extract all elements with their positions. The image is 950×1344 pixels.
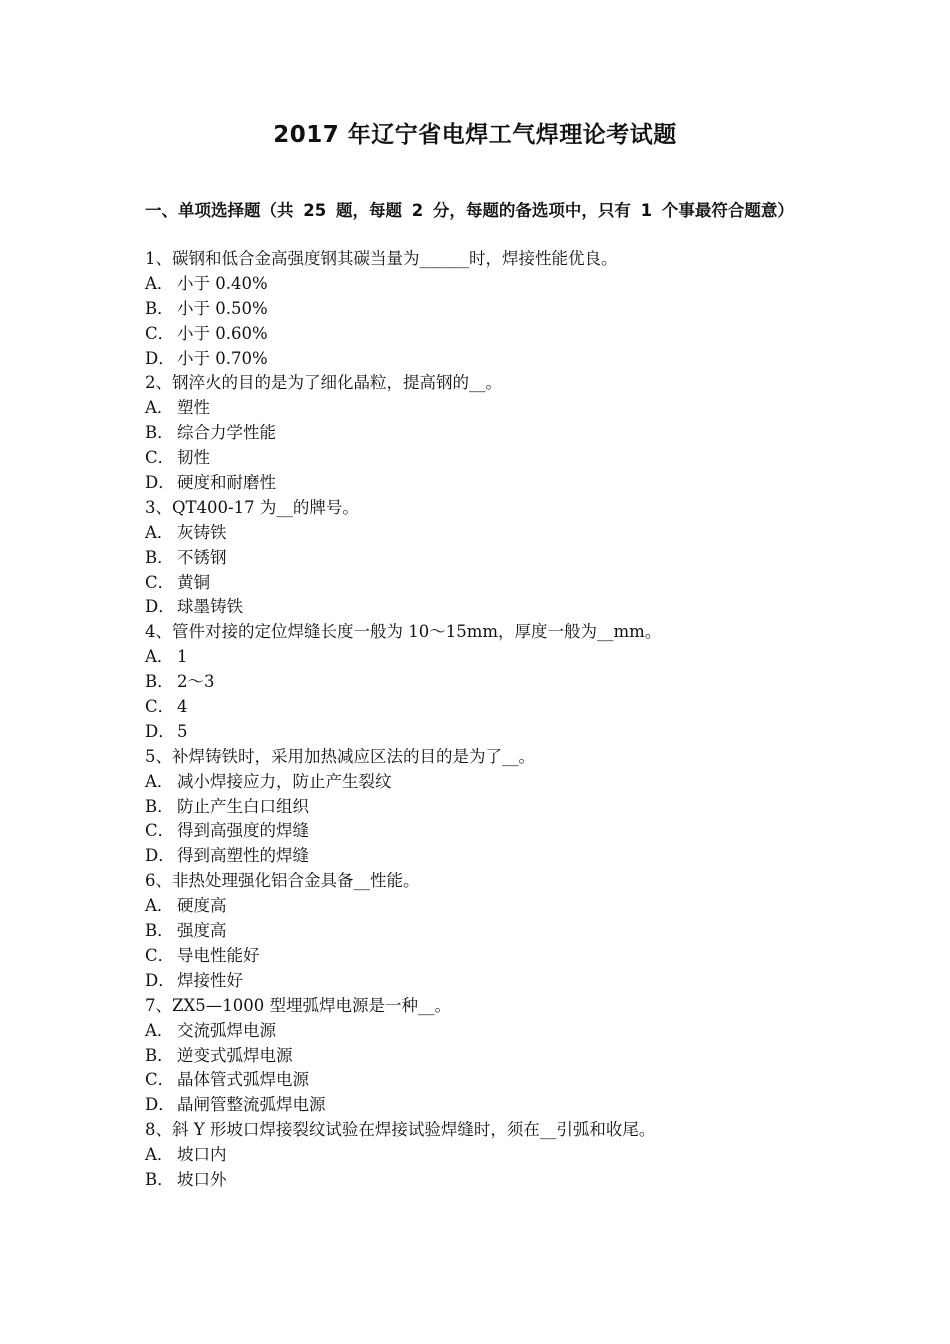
answer-option [145,819,825,844]
option-letter: A． [145,273,174,293]
answer-option [145,322,825,347]
answer-option [145,1044,825,1069]
answer-option [145,720,825,745]
option-text: 防止产生白口组织 [177,796,309,816]
answer-option [145,969,825,994]
option-letter: A． [145,647,174,667]
question-stem: 5、补焊铸铁时，采用加热减应区法的目的是为了__。 [145,746,535,766]
option-text: 焊接性好 [177,970,243,990]
answer-option [145,297,825,322]
option-text: 球墨铸铁 [177,597,243,617]
option-letter: D． [145,721,175,741]
question-item [145,869,825,993]
option-letter: A． [145,522,174,542]
answer-option [145,894,825,919]
option-text: 5 [177,721,188,741]
option-text: 逆变式弧焊电源 [177,1045,293,1065]
option-text: 晶闸管整流弧焊电源 [177,1095,326,1115]
option-text: 交流弧焊电源 [177,1020,276,1040]
page-title: 2017 年辽宁省电焊工气焊理论考试题 [273,122,677,148]
option-text: 韧性 [177,448,210,468]
option-letter: D． [145,597,175,617]
option-letter: D． [145,348,175,368]
answer-option [145,645,825,670]
answer-option [145,396,825,421]
question-stem: 3、QT400-17 为__的牌号。 [145,497,359,517]
option-text: 灰铸铁 [177,522,227,542]
answer-option [145,272,825,297]
option-text: 强度高 [177,921,227,941]
option-letter: A． [145,1145,174,1165]
answer-option [145,571,825,596]
option-letter: C． [145,1070,175,1090]
option-text: 塑性 [177,398,210,418]
answer-option [145,546,825,571]
option-text: 小于 0.40% [177,273,268,293]
answer-option [145,770,825,795]
option-letter: B． [145,796,174,816]
answer-option [145,471,825,496]
question-list [145,247,825,1193]
option-text: 得到高强度的焊缝 [177,821,309,841]
question-stem: 4、管件对接的定位焊缝长度一般为 10～15mm，厚度一般为__mm。 [145,622,662,642]
option-letter: B． [145,423,174,443]
option-text: 不锈钢 [177,547,227,567]
option-text: 4 [177,697,188,717]
answer-option [145,795,825,820]
option-text: 2～3 [177,672,215,692]
option-text: 硬度高 [177,896,227,916]
option-letter: B． [145,672,174,692]
option-text: 减小焊接应力，防止产生裂纹 [177,771,392,791]
option-letter: A． [145,896,174,916]
option-letter: B． [145,1169,174,1189]
answer-option [145,521,825,546]
question-stem: 7、ZX5—1000 型埋弧焊电源是一种__。 [145,995,451,1015]
answer-option [145,670,825,695]
option-text: 得到高塑性的焊缝 [177,846,309,866]
option-letter: D． [145,473,175,493]
question-stem: 1、碳钢和低合金高强度钢其碳当量为______时，焊接性能优良。 [145,249,618,268]
option-text: 小于 0.70% [177,348,268,368]
answer-option [145,944,825,969]
answer-option [145,446,825,471]
option-text: 硬度和耐磨性 [177,473,276,493]
option-letter: D． [145,1095,175,1115]
option-letter: C． [145,821,175,841]
answer-option [145,1019,825,1044]
question-stem: 6、非热处理强化铝合金具备__性能。 [145,871,420,891]
option-letter: C． [145,448,175,468]
question-item [145,745,825,869]
option-text: 黄铜 [177,572,210,592]
option-letter: A． [145,771,174,791]
option-letter: C． [145,323,175,343]
question-item [145,994,825,1118]
option-text: 小于 0.60% [177,323,268,343]
option-text: 坡口内 [177,1145,227,1165]
answer-option [145,421,825,446]
option-letter: A． [145,1020,174,1040]
answer-option [145,695,825,720]
option-letter: C． [145,945,175,965]
option-text: 小于 0.50% [177,298,268,318]
option-text: 晶体管式弧焊电源 [177,1070,309,1090]
option-letter: B． [145,298,174,318]
answer-option [145,595,825,620]
option-letter: A． [145,398,174,418]
answer-option [145,347,825,372]
answer-option [145,844,825,869]
answer-option [145,1093,825,1118]
question-item [145,247,825,371]
option-letter: B． [145,921,174,941]
option-text: 导电性能好 [177,945,260,965]
question-item [145,620,825,744]
option-letter: B． [145,1045,174,1065]
question-stem: 2、钢淬火的目的是为了细化晶粒，提高钢的__。 [145,373,502,393]
option-text: 综合力学性能 [177,423,276,443]
option-letter: D． [145,970,175,990]
option-letter: B． [145,547,174,567]
option-text: 坡口外 [177,1169,227,1189]
option-letter: D． [145,846,175,866]
option-letter: C． [145,572,175,592]
question-stem: 8、斜 Y 形坡口焊接裂纹试验在焊接试验焊缝时，须在__引弧和收尾。 [145,1120,656,1140]
answer-option [145,1168,825,1193]
answer-option [145,1143,825,1168]
section-heading: 一、单项选择题（共 25 题，每题 2 分，每题的备选项中，只有 1 个事最符合题意） [145,201,794,220]
answer-option [145,919,825,944]
question-item [145,371,825,495]
question-item [145,496,825,620]
answer-option [145,1068,825,1093]
option-text: 1 [177,647,188,667]
question-item [145,1118,825,1193]
option-letter: C． [145,697,175,717]
